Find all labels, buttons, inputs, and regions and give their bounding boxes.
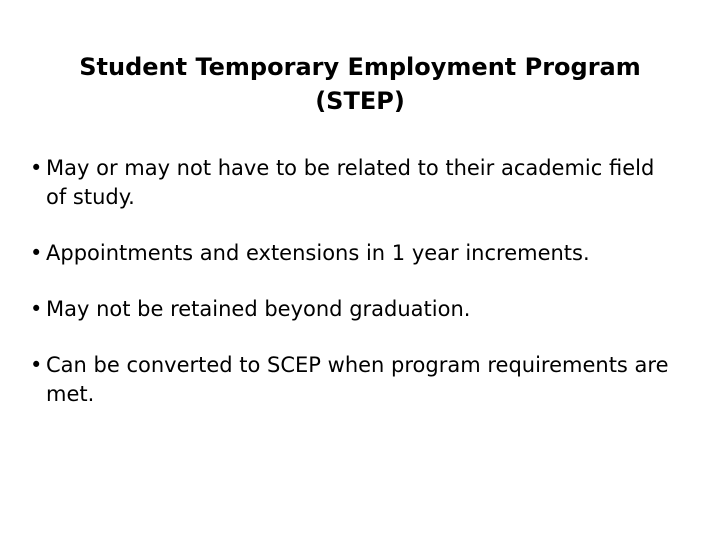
bullet-item xyxy=(30,239,680,268)
bullet-item xyxy=(30,295,680,324)
bullet-icon: • xyxy=(30,156,43,180)
bullet-list xyxy=(30,154,680,436)
bullet-text: Can be converted to SCEP when program requirements are met. xyxy=(46,353,669,406)
bullet-icon: • xyxy=(30,241,43,265)
slide-title xyxy=(30,50,690,118)
bullet-text: May or may not have to be related to their academic field of study. xyxy=(46,156,655,209)
bullet-item xyxy=(30,351,680,409)
title-line-2: (STEP) xyxy=(315,87,405,115)
bullet-text: Appointments and extensions in 1 year increments. xyxy=(46,241,590,265)
bullet-icon: • xyxy=(30,297,43,321)
bullet-icon: • xyxy=(30,353,43,377)
bullet-item xyxy=(30,154,680,212)
bullet-text: May not be retained beyond graduation. xyxy=(46,297,471,321)
title-line-1: Student Temporary Employment Program xyxy=(79,53,641,81)
